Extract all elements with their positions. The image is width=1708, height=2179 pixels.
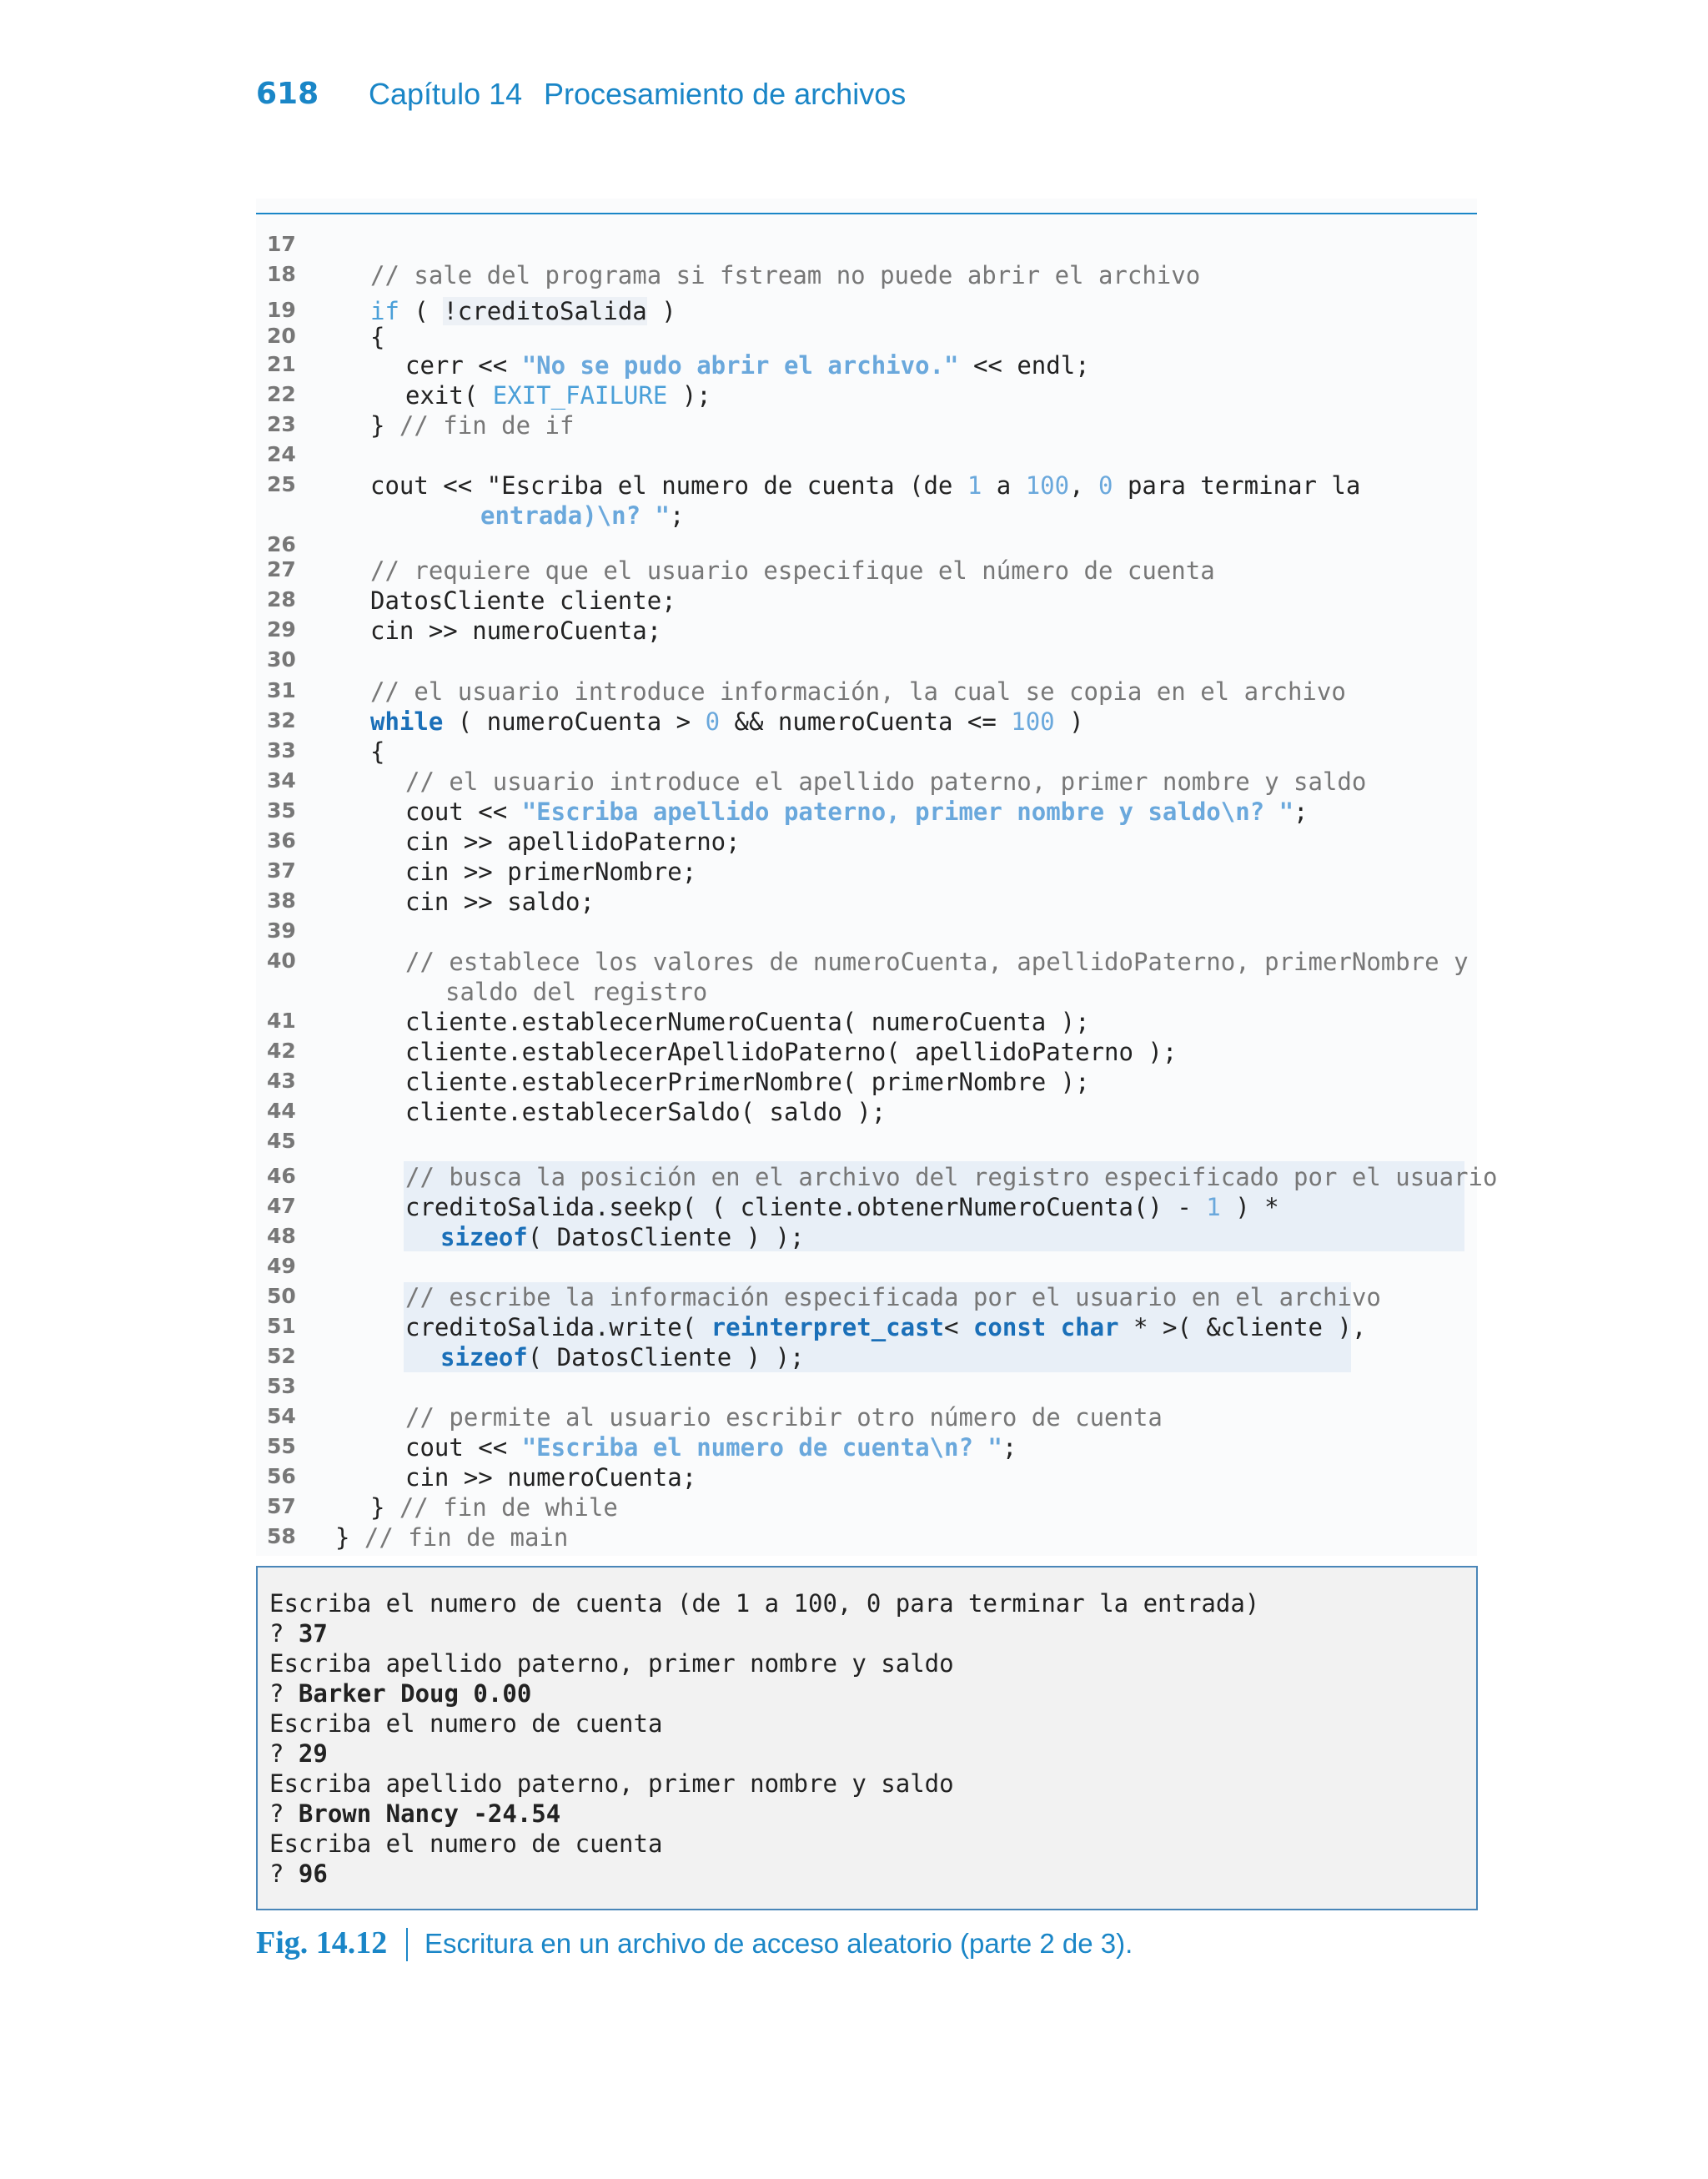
output-line — [269, 1799, 560, 1828]
code-text: cliente.establecerApellidoPaterno( apellidoPaterno ); — [405, 1038, 1178, 1066]
code-text: // permite al usuario escribir otro número de cuenta — [405, 1403, 1163, 1432]
output-prompt: ? — [269, 1619, 299, 1648]
code-line — [0, 1037, 1501, 1067]
code-line — [0, 410, 1501, 440]
code-text: cin >> primerNombre; — [405, 858, 697, 886]
code-line — [0, 1162, 1501, 1192]
code-text: sizeof( DatosCliente ) ); — [440, 1223, 805, 1251]
caption-separator — [406, 1928, 408, 1961]
line-number: 30 — [267, 647, 296, 672]
code-text: cout << "Escriba el numero de cuenta (de 1 a 100, 0 para terminar la — [370, 471, 1361, 500]
code-line — [0, 230, 1501, 260]
code-line — [0, 707, 1501, 737]
code-line — [0, 1312, 1501, 1342]
code-text: while ( numeroCuenta > 0 && numeroCuenta <= 100 ) — [370, 707, 1084, 736]
output-line — [269, 1679, 531, 1708]
code-text-continued: saldo del registro — [445, 978, 708, 1006]
line-number: 37 — [267, 858, 296, 883]
code-text: cliente.establecerNumeroCuenta( numeroCuenta ); — [405, 1008, 1090, 1036]
line-number: 45 — [267, 1129, 296, 1153]
code-text: exit( EXIT_FAILURE ); — [405, 381, 711, 410]
line-number: 50 — [267, 1284, 296, 1308]
line-number: 22 — [267, 382, 296, 406]
line-number: 26 — [267, 532, 296, 556]
line-number: 42 — [267, 1039, 296, 1063]
output-prompt: Escriba el numero de cuenta — [269, 1709, 663, 1738]
output-line — [269, 1589, 1259, 1618]
code-line — [0, 350, 1501, 380]
code-text: cin >> numeroCuenta; — [370, 616, 662, 645]
code-text: // busca la posición en el archivo del registro especificado por el usuario — [405, 1163, 1498, 1191]
code-text: cin >> numeroCuenta; — [405, 1463, 697, 1492]
code-line — [0, 471, 1501, 530]
code-line — [0, 737, 1501, 767]
code-line — [0, 322, 1501, 352]
output-prompt: Escriba el numero de cuenta (de 1 a 100, 0 para terminar la entrada) — [269, 1589, 1260, 1618]
code-text: if ( !creditoSalida ) — [370, 297, 676, 325]
line-number: 34 — [267, 768, 296, 793]
line-number: 32 — [267, 708, 296, 732]
code-text: sizeof( DatosCliente ) ); — [440, 1343, 805, 1371]
code-line — [0, 1127, 1501, 1157]
code-text: cin >> saldo; — [405, 888, 595, 916]
code-line — [0, 1522, 1501, 1552]
line-number: 17 — [267, 232, 296, 256]
output-user-input: Brown Nancy -24.54 — [298, 1799, 561, 1828]
caption-text: Escritura en un archivo de acceso aleatorio (parte 2 de 3). — [424, 1928, 1133, 1959]
code-text: // escribe la información especificada por el usuario en el archivo — [405, 1283, 1381, 1311]
code-text: } // fin de main — [335, 1523, 569, 1552]
code-text: cliente.establecerPrimerNombre( primerNombre ); — [405, 1068, 1090, 1096]
code-line — [0, 646, 1501, 676]
line-number: 52 — [267, 1344, 296, 1368]
line-number: 23 — [267, 412, 296, 436]
code-line — [0, 1097, 1501, 1127]
output-prompt: Escriba el numero de cuenta — [269, 1829, 663, 1858]
code-text: // establece los valores de numeroCuenta, apellidoPaterno, primerNombre y — [405, 948, 1469, 976]
code-line — [0, 947, 1501, 1006]
output-prompt: ? — [269, 1799, 299, 1828]
code-text: DatosCliente cliente; — [370, 586, 676, 615]
line-number: 57 — [267, 1494, 296, 1518]
output-prompt: ? — [269, 1679, 299, 1708]
line-number: 39 — [267, 918, 296, 943]
code-text: { — [370, 323, 385, 351]
figure-label: Fig. 14.12 — [256, 1925, 388, 1960]
code-text: cout << "Escriba apellido paterno, primer nombre y saldo\n? "; — [405, 798, 1309, 826]
code-text: // requiere que el usuario especifique el número de cuenta — [370, 556, 1215, 585]
code-line — [0, 1432, 1501, 1462]
line-number: 35 — [267, 798, 296, 823]
code-line — [0, 1342, 1501, 1372]
code-line — [0, 1402, 1501, 1432]
output-prompt: Escriba apellido paterno, primer nombre y saldo — [269, 1769, 954, 1798]
output-line — [269, 1769, 954, 1798]
code-line — [0, 1007, 1501, 1037]
line-number: 20 — [267, 324, 296, 348]
code-line — [0, 1282, 1501, 1312]
output-user-input: 29 — [298, 1739, 328, 1768]
output-user-input: Barker Doug 0.00 — [298, 1679, 532, 1708]
line-number: 31 — [267, 678, 296, 702]
line-number: 46 — [267, 1164, 296, 1188]
line-number: 41 — [267, 1009, 296, 1033]
code-line — [0, 1492, 1501, 1522]
line-number: 47 — [267, 1194, 296, 1218]
code-text-continued: entrada)\n? "; — [480, 501, 685, 530]
line-number: 24 — [267, 442, 296, 466]
line-number: 56 — [267, 1464, 296, 1488]
line-number: 55 — [267, 1434, 296, 1458]
line-number: 29 — [267, 617, 296, 642]
code-line — [0, 917, 1501, 947]
code-line — [0, 440, 1501, 471]
code-line — [0, 677, 1501, 707]
chapter-title: Procesamiento de archivos — [544, 77, 907, 111]
line-number: 28 — [267, 587, 296, 611]
code-text: // el usuario introduce el apellido paterno, primer nombre y saldo — [405, 767, 1367, 796]
line-number: 25 — [267, 472, 296, 496]
code-line — [0, 887, 1501, 917]
code-line — [0, 1192, 1501, 1222]
code-line — [0, 827, 1501, 857]
code-text: cliente.establecerSaldo( saldo ); — [405, 1098, 887, 1126]
line-number: 19 — [267, 298, 296, 322]
code-line — [0, 1222, 1501, 1252]
chapter-label: Capítulo 14 — [369, 77, 523, 111]
code-line — [0, 857, 1501, 887]
output-line — [269, 1739, 328, 1768]
output-prompt: ? — [269, 1859, 299, 1888]
code-text: creditoSalida.seekp( ( cliente.obtenerNumeroCuenta() - 1 ) * — [405, 1193, 1279, 1221]
code-line — [0, 616, 1501, 646]
output-line — [269, 1619, 328, 1648]
output-prompt: Escriba apellido paterno, primer nombre y saldo — [269, 1649, 954, 1678]
code-text: // sale del programa si fstream no puede abrir el archivo — [370, 261, 1201, 289]
line-number: 48 — [267, 1224, 296, 1248]
line-number: 51 — [267, 1314, 296, 1338]
code-line — [0, 1462, 1501, 1492]
line-number: 49 — [267, 1254, 296, 1278]
line-number: 44 — [267, 1099, 296, 1123]
code-text: creditoSalida.write( reinterpret_cast< const char * >( &cliente ), — [405, 1313, 1367, 1341]
code-line — [0, 556, 1501, 586]
output-user-input: 37 — [298, 1619, 328, 1648]
code-text: cout << "Escriba el numero de cuenta\n? "; — [405, 1433, 1017, 1462]
code-text: } // fin de if — [370, 411, 575, 440]
code-line — [0, 1372, 1501, 1402]
code-text: cin >> apellidoPaterno; — [405, 828, 741, 856]
code-text: } // fin de while — [370, 1493, 618, 1522]
line-number: 33 — [267, 738, 296, 762]
line-number: 21 — [267, 352, 296, 376]
line-number: 27 — [267, 557, 296, 581]
line-number: 43 — [267, 1069, 296, 1093]
line-number: 53 — [267, 1374, 296, 1398]
figure-caption — [256, 1925, 1507, 1966]
line-number: 58 — [267, 1524, 296, 1548]
line-number: 36 — [267, 828, 296, 853]
line-number: 18 — [267, 262, 296, 286]
code-line — [0, 1067, 1501, 1097]
line-number: 54 — [267, 1404, 296, 1428]
code-line — [0, 1252, 1501, 1282]
code-line — [0, 260, 1501, 290]
output-window — [256, 1566, 1478, 1910]
page-number: 618 — [256, 77, 319, 111]
code-line — [0, 380, 1501, 410]
code-text: cerr << "No se pudo abrir el archivo." << endl; — [405, 351, 1090, 380]
code-line — [0, 586, 1501, 616]
line-number: 40 — [267, 949, 296, 973]
code-line — [0, 767, 1501, 797]
line-number: 38 — [267, 888, 296, 913]
output-prompt: ? — [269, 1739, 299, 1768]
output-line — [269, 1709, 662, 1738]
code-text: // el usuario introduce información, la cual se copia en el archivo — [370, 677, 1346, 706]
code-line — [0, 797, 1501, 827]
output-user-input: 96 — [298, 1859, 328, 1888]
output-line — [269, 1829, 662, 1858]
output-line — [269, 1859, 328, 1888]
code-text: { — [370, 737, 385, 766]
output-line — [269, 1649, 954, 1678]
